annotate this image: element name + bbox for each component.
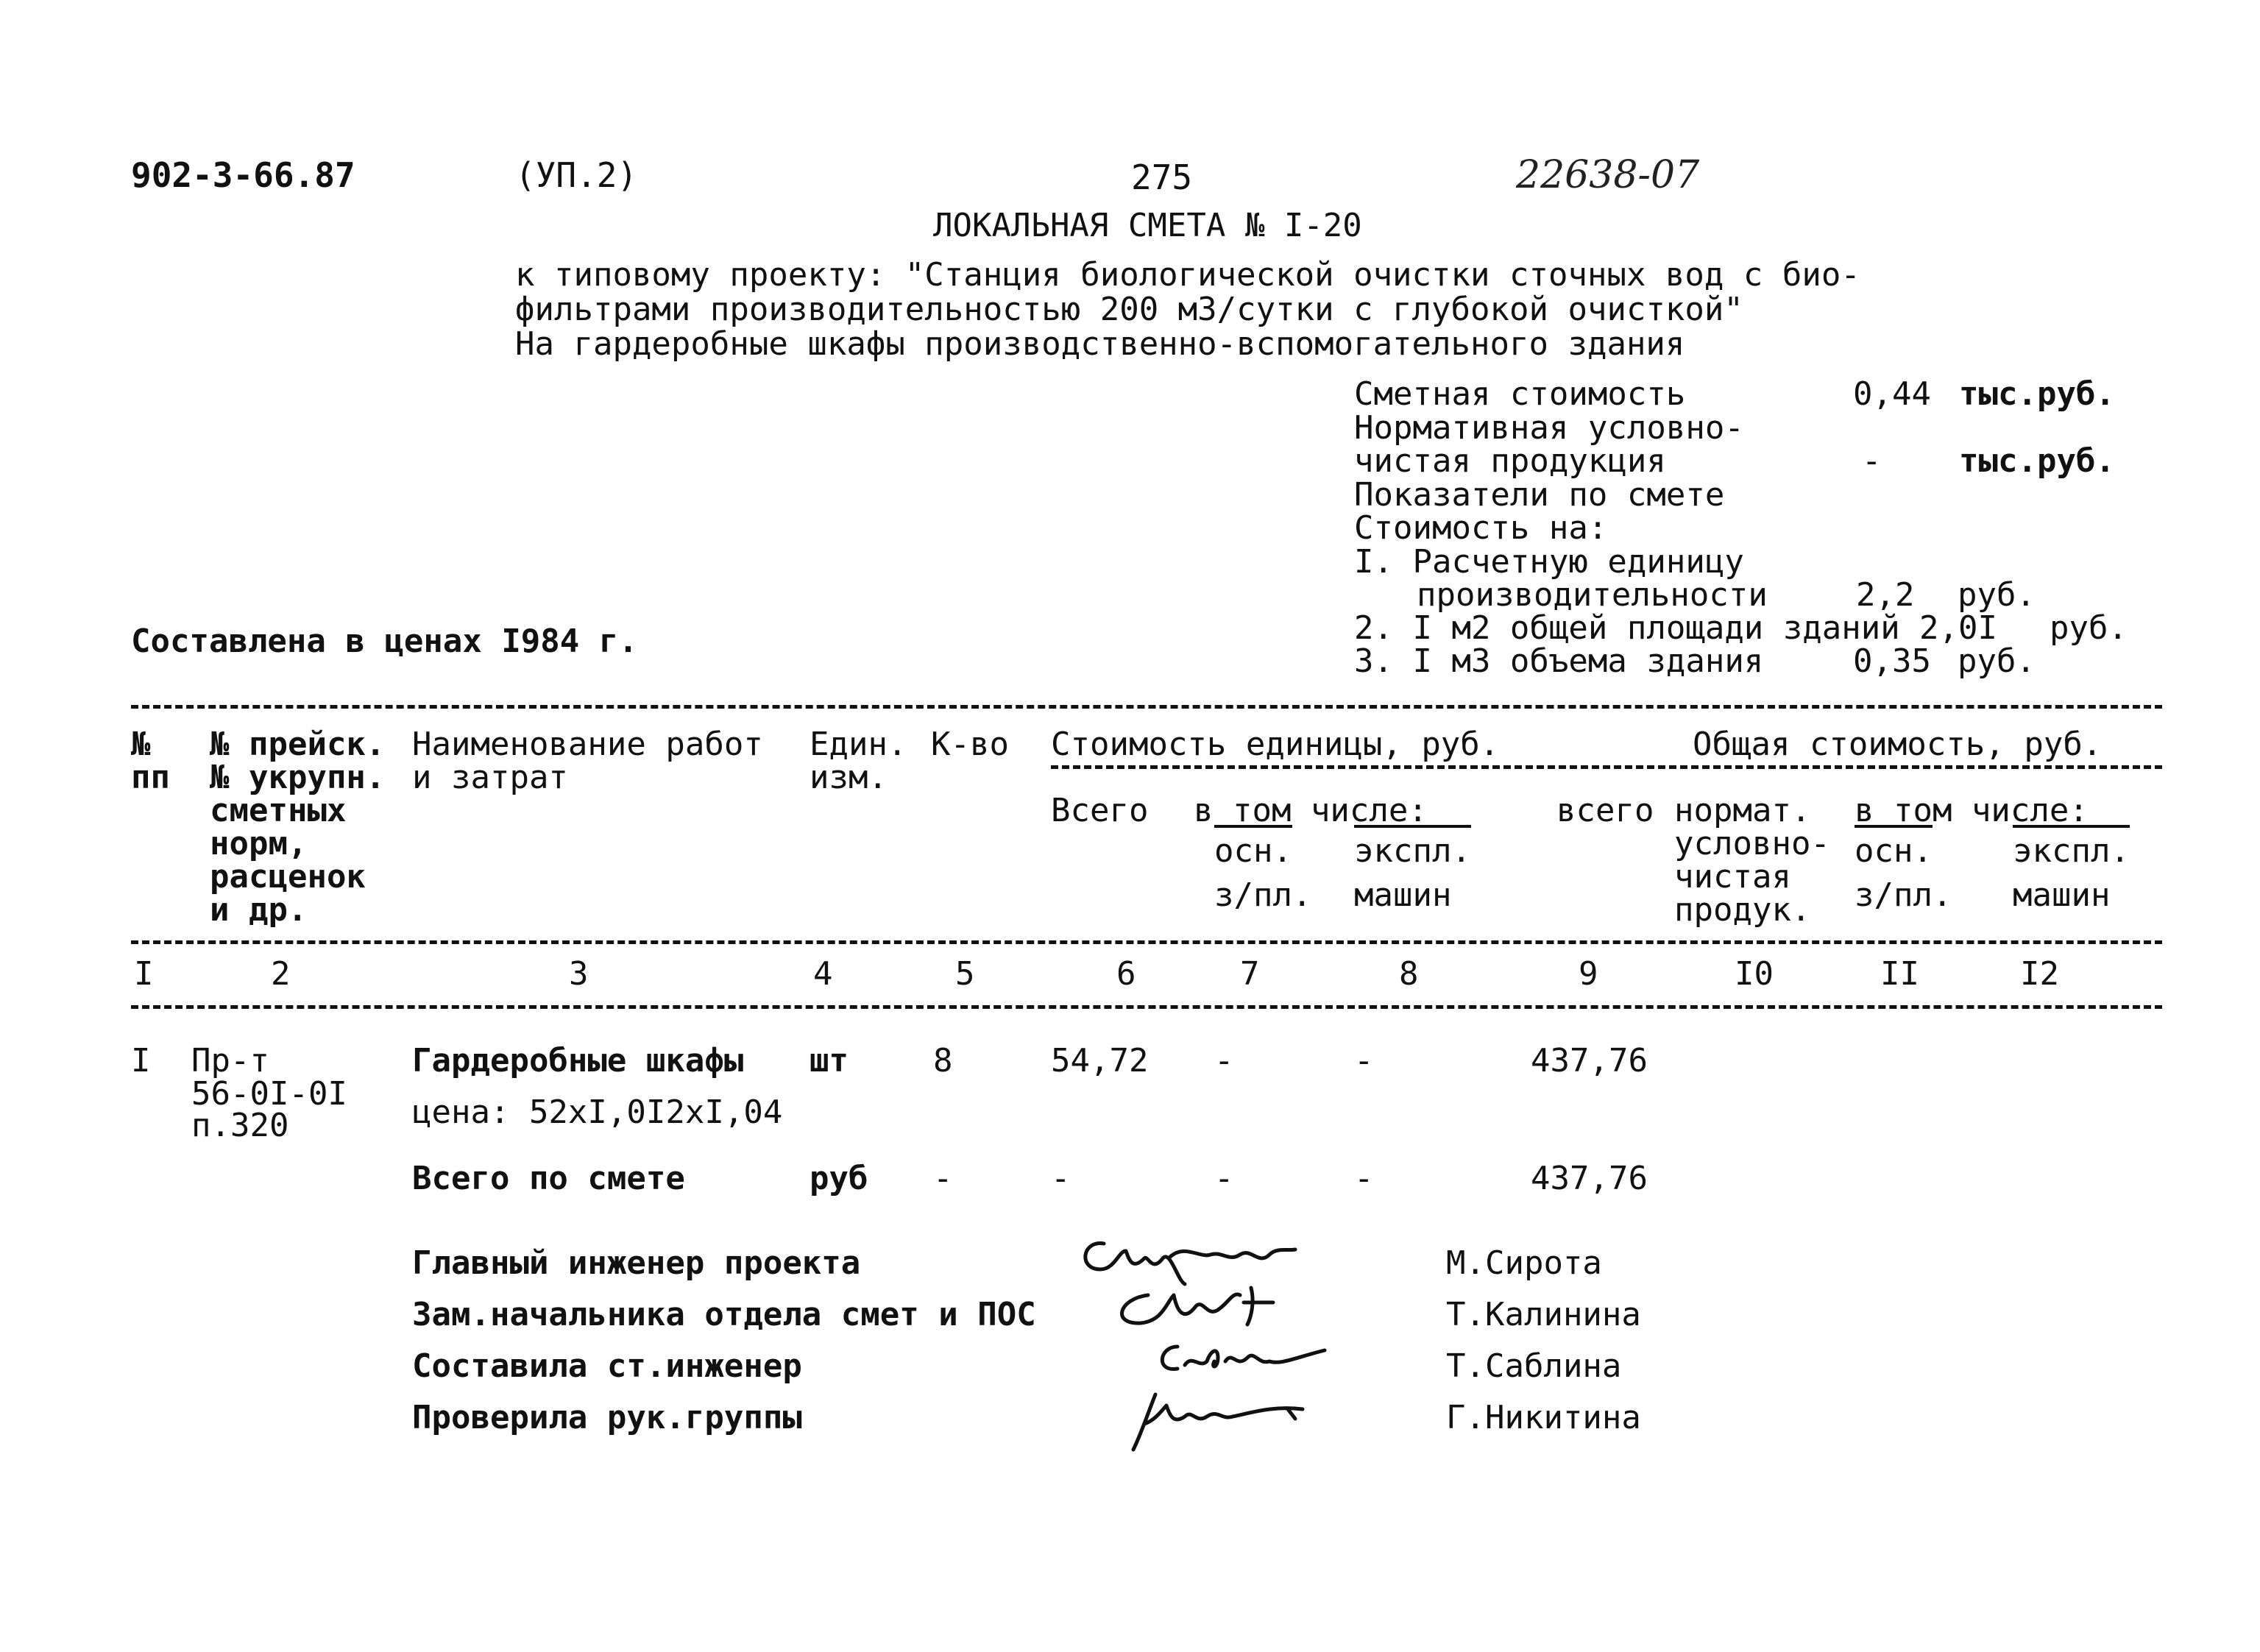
col12-header-text: экспл. — [2013, 825, 2130, 870]
col3-header-line2: и затрат — [412, 759, 568, 796]
estimated-cost-label: Сметная стоимость — [1354, 375, 1686, 413]
col10-header-line2: условно- — [1674, 825, 1830, 862]
prices-note: Составлена в ценах I984 г. — [131, 623, 638, 660]
column-numbers-rule — [131, 1005, 2162, 1009]
indicator-1-value: 2,2 — [1856, 576, 1915, 614]
total-row-qty: - — [933, 1160, 953, 1197]
row-1-price-note: цена: 52xI,0I2xI,04 — [412, 1093, 783, 1131]
col4-header-line1: Един. — [810, 726, 907, 763]
row-1-unit-machines: - — [1354, 1042, 1374, 1080]
column-number-4: 4 — [813, 955, 833, 993]
normative-unit: тыс.руб. — [1959, 442, 2115, 480]
col8-header-text: экспл. — [1354, 825, 1471, 870]
signature-3-mark — [1148, 1336, 1339, 1387]
column-number-7: 7 — [1240, 955, 1260, 993]
column-number-8: 8 — [1399, 955, 1419, 993]
normative-label-1: Нормативная условно- — [1354, 409, 1744, 447]
col10-header-line4: продук. — [1674, 891, 1811, 929]
signature-name-2: Т.Калинина — [1446, 1296, 1641, 1333]
album-number: (УП.2) — [515, 155, 638, 195]
signature-role-4: Проверила рук.группы — [412, 1399, 802, 1436]
col2-header-line5: расценок — [210, 858, 366, 896]
row-1-unit: шт — [810, 1042, 849, 1080]
incl-header-unit: в том числе: — [1194, 792, 1428, 829]
indicator-1-label: I. Расчетную единицу — [1354, 543, 1744, 581]
row-1-qty: 8 — [933, 1042, 953, 1080]
row-1-code-line3: п.320 — [191, 1107, 289, 1144]
row-1-unit-total: 54,72 — [1051, 1042, 1149, 1080]
subtitle-line-3: На гардеробные шкафы производственно-вспомогательного здания — [515, 325, 1685, 363]
col11-header-text: осн. — [1855, 825, 1933, 870]
signature-name-1: М.Сирота — [1446, 1244, 1602, 1282]
column-number-6: 6 — [1116, 955, 1136, 993]
row-1-unit-wage: - — [1214, 1042, 1234, 1080]
col2-header-line1: № прейск. — [210, 726, 386, 763]
column-number-1: I — [134, 955, 154, 993]
indicator-3-unit: руб. — [1958, 642, 2036, 680]
total-row-unit-machines: - — [1354, 1160, 1374, 1197]
col12-header-line2: машин — [2013, 876, 2111, 914]
signature-role-1: Главный инженер проекта — [412, 1244, 861, 1282]
total-row-label: Всего по смете — [412, 1160, 685, 1197]
total-row-unit-wage: - — [1214, 1160, 1234, 1197]
signature-role-3: Составила ст.инженер — [412, 1347, 802, 1385]
indicators-label: Показатели по смете — [1354, 476, 1725, 514]
col7-header-line2: з/пл. — [1214, 876, 1312, 914]
col6-header: Всего — [1051, 792, 1149, 829]
row-1-total: 437,76 — [1531, 1042, 1648, 1080]
col7-header-line1 — [1214, 832, 1292, 870]
column-number-11: II — [1880, 955, 1919, 993]
indicator-2-unit: руб. — [2050, 609, 2128, 647]
column-number-2: 2 — [271, 955, 291, 993]
cost-per-label: Стоимость на: — [1354, 509, 1608, 547]
total-row-unit: руб — [810, 1160, 868, 1197]
column-number-5: 5 — [955, 955, 975, 993]
indicator-2-label: 2. I м2 общей площади зданий — [1354, 609, 1900, 647]
estimated-cost-value: 0,44 — [1853, 375, 1931, 413]
table-top-rule — [131, 705, 2162, 709]
col11-header-line2: з/пл. — [1855, 876, 1952, 914]
col7-header-text: осн. — [1214, 825, 1292, 870]
total-row-total: 437,76 — [1531, 1160, 1648, 1197]
column-number-3: 3 — [569, 955, 589, 993]
indicator-3-value: 0,35 — [1853, 642, 1931, 680]
col12-header-line1 — [2013, 832, 2130, 870]
header-bottom-rule — [131, 940, 2162, 944]
row-1-code-line1: Пр-т — [191, 1042, 269, 1080]
col10-header-line1: нормат. — [1674, 792, 1811, 829]
header-group-rule — [1051, 765, 2162, 769]
subtitle-line-2: фильтрами производительностью 200 м3/сутки с глубокой очисткой" — [515, 291, 1743, 328]
col8-header-line2: машин — [1354, 876, 1452, 914]
indicator-3-label: 3. I м3 объема здания — [1354, 642, 1764, 680]
col2-header-line2: № укрупн. — [210, 759, 386, 796]
signature-name-3: Т.Саблина — [1446, 1347, 1622, 1385]
col10-header-line3: чистая — [1674, 858, 1791, 896]
col3-header-line1: Наименование работ — [412, 726, 763, 763]
incl-header-total: в том числе: — [1855, 792, 2089, 829]
column-number-9: 9 — [1579, 955, 1598, 993]
signature-2-mark — [1104, 1280, 1310, 1339]
page-number: 275 — [1131, 157, 1193, 197]
signature-name-4: Г.Никитина — [1446, 1399, 1641, 1436]
col11-header-line1 — [1855, 832, 1933, 870]
total-cost-group-header: Общая стоимость, руб. — [1693, 726, 2103, 763]
estimated-cost-unit: тыс.руб. — [1959, 375, 2115, 413]
normative-label-2: чистая продукция — [1354, 442, 1666, 480]
total-row-unit-total: - — [1051, 1160, 1071, 1197]
column-number-12: I2 — [2020, 955, 2059, 993]
row-1-code-line2: 56-0I-0I — [191, 1075, 347, 1113]
row-1-number: I — [131, 1042, 151, 1080]
row-1-name: Гардеробные шкафы — [412, 1042, 744, 1080]
estimate-title: ЛОКАЛЬНАЯ СМЕТА № I-20 — [933, 207, 1362, 244]
indicator-2-value: 2,0I — [1919, 609, 1997, 647]
signature-4-mark — [1111, 1383, 1317, 1457]
col2-header-line3: сметных — [210, 792, 347, 829]
indicator-1-label-2: производительности — [1417, 576, 1768, 614]
col9-header: всего — [1556, 792, 1654, 829]
subtitle-line-1: к типовому проекту: "Станция биологической очистки сточных вод с био- — [515, 256, 1860, 294]
document-code: 902-3-66.87 — [131, 155, 355, 195]
normative-value: - — [1862, 442, 1882, 480]
col2-header-line4: норм, — [210, 825, 308, 862]
signature-1-mark — [1074, 1229, 1310, 1288]
col8-header-line1 — [1354, 832, 1471, 870]
col5-header: К-во — [931, 726, 1009, 763]
col1-header-line2: пп — [131, 759, 170, 796]
column-number-10: I0 — [1735, 955, 1774, 993]
col1-header-line1: № — [131, 726, 151, 763]
col4-header-line2: изм. — [810, 759, 888, 796]
unit-cost-group-header: Стоимость единицы, руб. — [1051, 726, 1500, 763]
signature-role-2: Зам.начальника отдела смет и ПОС — [412, 1296, 1036, 1333]
inventory-number: 22638-07 — [1516, 153, 1700, 197]
indicator-1-unit: руб. — [1958, 576, 2036, 614]
col2-header-line6: и др. — [210, 891, 308, 929]
